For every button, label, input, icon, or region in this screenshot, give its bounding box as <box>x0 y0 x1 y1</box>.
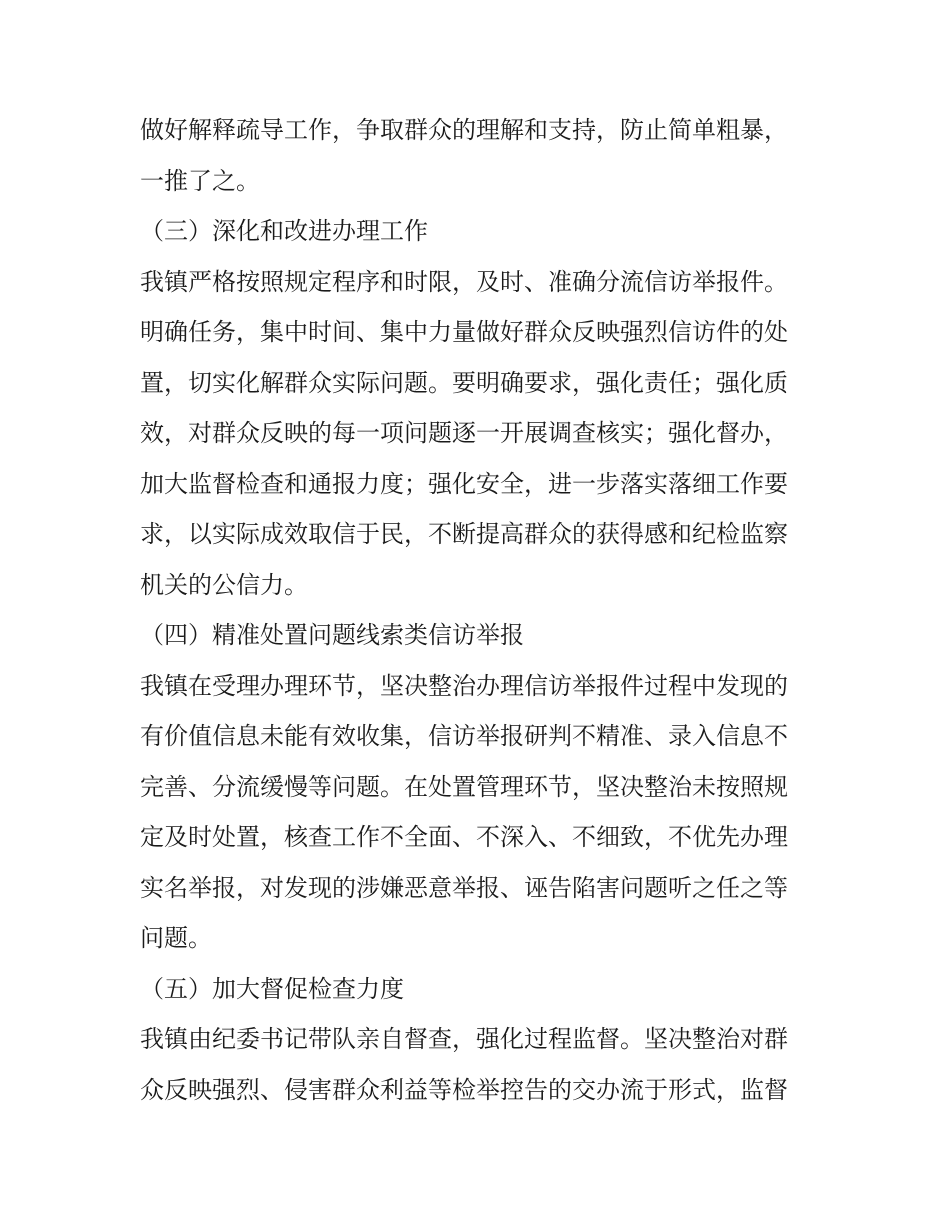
paragraph-line: 效，对群众反映的每一项问题逐一开展调查核实；强化督办， <box>140 419 788 447</box>
paragraph-line: 我镇严格按照规定程序和时限，及时、准确分流信访举报件。 <box>140 267 788 296</box>
document-body <box>140 105 820 1115</box>
paragraph-line: 我镇在受理办理环节，坚决整治办理信访举报件过程中发现的 <box>140 671 788 700</box>
paragraph-line: 做好解释疏导工作，争取群众的理解和支持，防止简单粗暴， <box>140 116 788 144</box>
paragraph-line: 定及时处置，核查工作不全面、不深入、不细致，不优先办理 <box>140 823 788 851</box>
paragraph-line: 我镇由纪委书记带队亲自督查，强化过程监督。坚决整治对群 <box>140 1025 788 1053</box>
paragraph-line: 机关的公信力。 <box>140 570 308 599</box>
paragraph-line: 一推了之。 <box>140 166 260 195</box>
section-heading-5: （五）加大督促检查力度 <box>140 974 404 1003</box>
paragraph-line: 众反映强烈、侵害群众利益等检举控告的交办流于形式，监督 <box>140 1075 788 1104</box>
paragraph-line: 明确任务，集中时间、集中力量做好群众反映强烈信访件的处 <box>140 318 788 346</box>
paragraph-line: 加大监督检查和通报力度；强化安全，进一步落实落细工作要 <box>140 469 788 498</box>
paragraph-line: 实名举报，对发现的涉嫌恶意举报、诬告陷害问题听之任之等 <box>140 873 788 902</box>
paragraph-line: 置，切实化解群众实际问题。要明确要求，强化责任；强化质 <box>140 368 788 397</box>
paragraph-line: 问题。 <box>140 924 212 952</box>
section-heading-3: （三）深化和改进办理工作 <box>140 217 428 245</box>
paragraph-line: 完善、分流缓慢等问题。在处置管理环节，坚决整治未按照规 <box>140 772 788 801</box>
paragraph-line: 有价值信息未能有效收集，信访举报研判不精准、录入信息不 <box>140 722 788 750</box>
paragraph-line: 求，以实际成效取信于民，不断提高群众的获得感和纪检监察 <box>140 520 788 548</box>
section-heading-4: （四）精准处置问题线索类信访举报 <box>140 621 524 649</box>
